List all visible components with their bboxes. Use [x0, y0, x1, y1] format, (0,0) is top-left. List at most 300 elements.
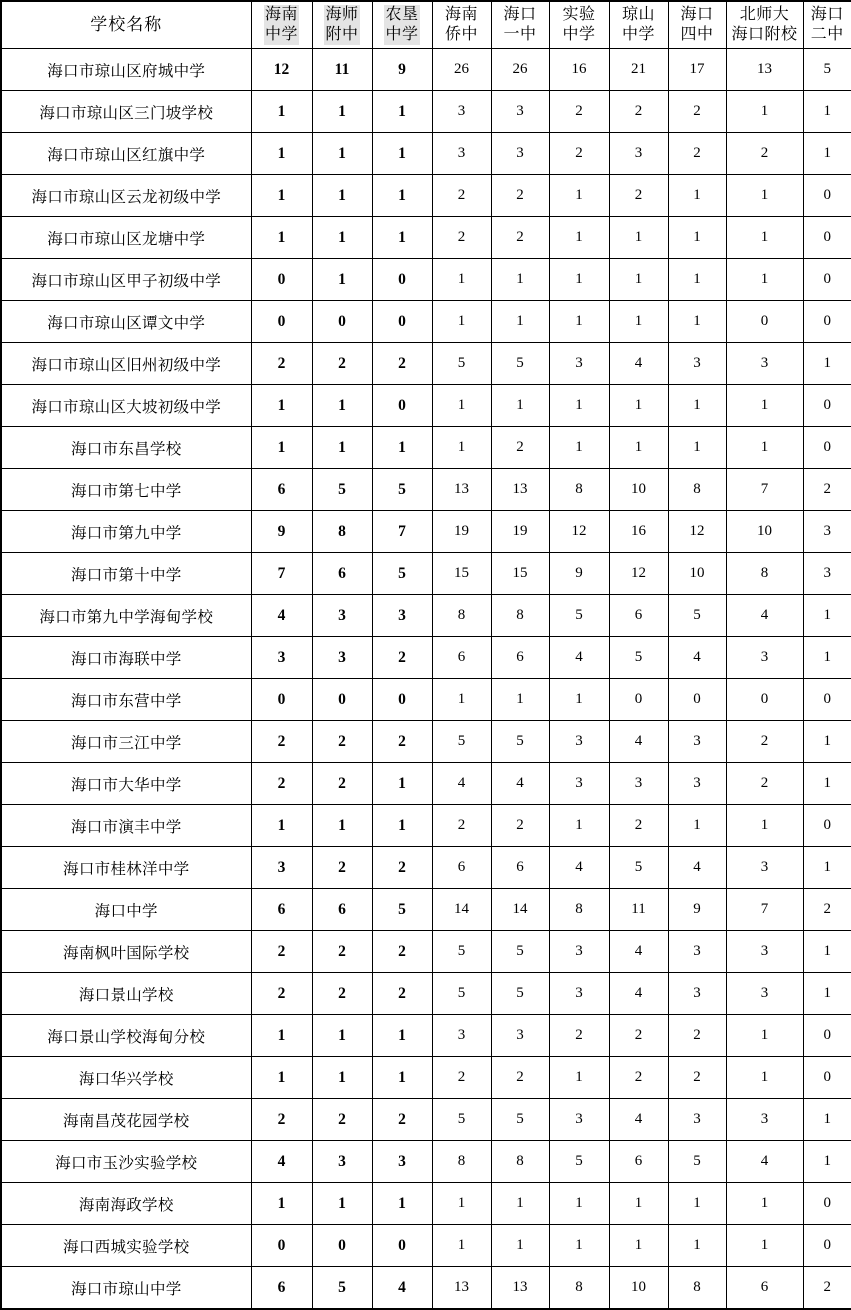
table-row — [1, 217, 851, 259]
value-cell: 7 — [251, 553, 312, 595]
value-cell: 2 — [312, 931, 372, 973]
value-cell: 13 — [432, 469, 491, 511]
value-cell: 19 — [491, 511, 549, 553]
value-cell: 3 — [549, 763, 609, 805]
value-cell: 5 — [491, 721, 549, 763]
value-cell: 8 — [491, 1141, 549, 1183]
value-cell: 0 — [312, 1225, 372, 1267]
value-cell: 0 — [803, 217, 851, 259]
table-row — [1, 973, 851, 1015]
value-cell: 4 — [609, 931, 668, 973]
value-cell: 1 — [251, 385, 312, 427]
value-cell: 14 — [491, 889, 549, 931]
value-cell: 2 — [668, 1015, 726, 1057]
value-cell: 6 — [251, 889, 312, 931]
table-row — [1, 1141, 851, 1183]
table-row — [1, 931, 851, 973]
table-row — [1, 847, 851, 889]
value-cell: 2 — [668, 91, 726, 133]
value-cell: 2 — [372, 931, 432, 973]
value-cell: 1 — [432, 1183, 491, 1225]
value-cell: 1 — [312, 259, 372, 301]
value-cell: 3 — [432, 1015, 491, 1057]
value-cell: 1 — [251, 1057, 312, 1099]
table-row — [1, 469, 851, 511]
value-cell: 6 — [609, 1141, 668, 1183]
value-cell: 2 — [251, 1099, 312, 1141]
table-row — [1, 637, 851, 679]
value-cell: 3 — [549, 1099, 609, 1141]
value-cell: 0 — [372, 301, 432, 343]
value-cell: 2 — [312, 847, 372, 889]
value-cell: 1 — [803, 595, 851, 637]
value-cell: 3 — [726, 931, 803, 973]
value-cell: 1 — [372, 175, 432, 217]
value-cell: 1 — [491, 679, 549, 721]
value-cell: 1 — [668, 1183, 726, 1225]
value-cell: 8 — [432, 1141, 491, 1183]
value-cell: 1 — [312, 133, 372, 175]
value-cell: 0 — [312, 679, 372, 721]
column-header-line2: 中学 — [264, 25, 299, 45]
value-cell: 1 — [372, 133, 432, 175]
value-cell: 3 — [668, 973, 726, 1015]
value-cell: 3 — [803, 511, 851, 553]
value-cell: 11 — [312, 49, 372, 91]
value-cell: 1 — [372, 217, 432, 259]
value-cell: 2 — [609, 1057, 668, 1099]
value-cell: 4 — [251, 1141, 312, 1183]
column-header-school-4 — [432, 1, 491, 49]
value-cell: 3 — [668, 343, 726, 385]
value-cell: 4 — [726, 595, 803, 637]
school-name-cell: 海口市琼山区云龙初级中学 — [1, 175, 251, 217]
school-name-cell: 海口市琼山区三门坡学校 — [1, 91, 251, 133]
value-cell: 6 — [432, 847, 491, 889]
table-row — [1, 763, 851, 805]
value-cell: 1 — [432, 301, 491, 343]
value-cell: 4 — [549, 637, 609, 679]
school-name-cell: 海南昌茂花园学校 — [1, 1099, 251, 1141]
value-cell: 2 — [312, 721, 372, 763]
value-cell: 1 — [668, 259, 726, 301]
school-name-cell: 海南枫叶国际学校 — [1, 931, 251, 973]
column-header-line1: 海口 — [492, 5, 549, 25]
column-header-line2-wrap — [373, 25, 432, 45]
table-row — [1, 91, 851, 133]
value-cell: 3 — [668, 1099, 726, 1141]
value-cell: 1 — [609, 259, 668, 301]
value-cell: 1 — [668, 427, 726, 469]
school-name-cell: 海口市琼山区府城中学 — [1, 49, 251, 91]
value-cell: 9 — [372, 49, 432, 91]
value-cell: 1 — [491, 259, 549, 301]
value-cell: 1 — [432, 1225, 491, 1267]
value-cell: 4 — [251, 595, 312, 637]
value-cell: 1 — [549, 1057, 609, 1099]
value-cell: 0 — [726, 301, 803, 343]
value-cell: 1 — [668, 175, 726, 217]
value-cell: 1 — [549, 385, 609, 427]
school-name-cell: 海口市第七中学 — [1, 469, 251, 511]
value-cell: 2 — [803, 889, 851, 931]
column-header-line1: 农垦 — [384, 5, 419, 25]
school-name-cell: 海口市琼山区红旗中学 — [1, 133, 251, 175]
value-cell: 4 — [609, 721, 668, 763]
value-cell: 0 — [668, 679, 726, 721]
column-header-line2: 一中 — [492, 25, 549, 45]
value-cell: 13 — [491, 1267, 549, 1310]
value-cell: 1 — [668, 217, 726, 259]
value-cell: 4 — [668, 847, 726, 889]
table-row — [1, 427, 851, 469]
value-cell: 9 — [668, 889, 726, 931]
table-row — [1, 343, 851, 385]
value-cell: 1 — [668, 805, 726, 847]
column-header-line2: 中学 — [384, 25, 419, 45]
value-cell: 1 — [668, 385, 726, 427]
value-cell: 1 — [726, 259, 803, 301]
value-cell: 2 — [372, 973, 432, 1015]
value-cell: 3 — [609, 763, 668, 805]
value-cell: 5 — [372, 469, 432, 511]
value-cell: 1 — [549, 259, 609, 301]
value-cell: 6 — [491, 637, 549, 679]
value-cell: 1 — [549, 217, 609, 259]
value-cell: 3 — [251, 847, 312, 889]
value-cell: 3 — [726, 973, 803, 1015]
value-cell: 5 — [432, 1099, 491, 1141]
column-header-line1-wrap — [252, 5, 312, 25]
value-cell: 5 — [372, 889, 432, 931]
value-cell: 2 — [803, 1267, 851, 1310]
value-cell: 2 — [251, 931, 312, 973]
table-row — [1, 1015, 851, 1057]
value-cell: 0 — [312, 301, 372, 343]
school-name-cell: 海口市第十中学 — [1, 553, 251, 595]
value-cell: 3 — [668, 763, 726, 805]
value-cell: 3 — [726, 637, 803, 679]
value-cell: 5 — [432, 973, 491, 1015]
value-cell: 2 — [491, 1057, 549, 1099]
table-row — [1, 49, 851, 91]
value-cell: 1 — [491, 1183, 549, 1225]
value-cell: 6 — [312, 889, 372, 931]
column-header-school-8 — [668, 1, 726, 49]
school-name-cell: 海口中学 — [1, 889, 251, 931]
value-cell: 3 — [668, 931, 726, 973]
value-cell: 1 — [803, 847, 851, 889]
value-cell: 1 — [726, 427, 803, 469]
value-cell: 1 — [803, 343, 851, 385]
value-cell: 1 — [251, 175, 312, 217]
value-cell: 3 — [726, 1099, 803, 1141]
value-cell: 1 — [432, 259, 491, 301]
column-header-line2-wrap — [252, 25, 312, 45]
value-cell: 6 — [432, 637, 491, 679]
value-cell: 3 — [491, 133, 549, 175]
column-header-school-6 — [549, 1, 609, 49]
value-cell: 5 — [432, 343, 491, 385]
value-cell: 4 — [609, 1099, 668, 1141]
value-cell: 8 — [668, 469, 726, 511]
value-cell: 6 — [726, 1267, 803, 1310]
value-cell: 19 — [432, 511, 491, 553]
value-cell: 5 — [668, 595, 726, 637]
value-cell: 3 — [372, 595, 432, 637]
school-name-cell: 海口市琼山区旧州初级中学 — [1, 343, 251, 385]
value-cell: 7 — [726, 469, 803, 511]
column-header-line2: 海口附校 — [727, 25, 803, 45]
value-cell: 1 — [609, 427, 668, 469]
value-cell: 1 — [609, 1183, 668, 1225]
table-row — [1, 553, 851, 595]
value-cell: 2 — [251, 343, 312, 385]
value-cell: 1 — [803, 721, 851, 763]
value-cell: 1 — [491, 1225, 549, 1267]
value-cell: 1 — [312, 1015, 372, 1057]
column-header-school-2 — [312, 1, 372, 49]
value-cell: 0 — [803, 805, 851, 847]
table-row — [1, 1267, 851, 1310]
value-cell: 0 — [609, 679, 668, 721]
value-cell: 0 — [372, 385, 432, 427]
value-cell: 5 — [312, 1267, 372, 1310]
value-cell: 2 — [372, 637, 432, 679]
value-cell: 2 — [803, 469, 851, 511]
table-row — [1, 1057, 851, 1099]
value-cell: 1 — [312, 1183, 372, 1225]
value-cell: 1 — [372, 805, 432, 847]
school-name-cell: 海口市琼山区大坡初级中学 — [1, 385, 251, 427]
value-cell: 2 — [312, 763, 372, 805]
value-cell: 1 — [312, 91, 372, 133]
value-cell: 1 — [803, 973, 851, 1015]
value-cell: 2 — [549, 133, 609, 175]
value-cell: 2 — [372, 343, 432, 385]
value-cell: 2 — [372, 721, 432, 763]
value-cell: 8 — [491, 595, 549, 637]
table-row — [1, 721, 851, 763]
value-cell: 3 — [251, 637, 312, 679]
value-cell: 2 — [609, 1015, 668, 1057]
value-cell: 0 — [372, 1225, 432, 1267]
value-cell: 2 — [432, 805, 491, 847]
value-cell: 1 — [312, 175, 372, 217]
value-cell: 1 — [803, 931, 851, 973]
value-cell: 12 — [668, 511, 726, 553]
value-cell: 1 — [491, 385, 549, 427]
value-cell: 0 — [803, 175, 851, 217]
value-cell: 1 — [803, 763, 851, 805]
table-row — [1, 385, 851, 427]
column-header-line1: 琼山 — [610, 5, 668, 25]
school-name-cell: 海口市大华中学 — [1, 763, 251, 805]
value-cell: 4 — [609, 343, 668, 385]
value-cell: 4 — [609, 973, 668, 1015]
value-cell: 8 — [668, 1267, 726, 1310]
value-cell: 1 — [372, 763, 432, 805]
value-cell: 2 — [432, 217, 491, 259]
value-cell: 8 — [549, 469, 609, 511]
value-cell: 0 — [803, 427, 851, 469]
value-cell: 1 — [549, 679, 609, 721]
school-name-cell: 海口市琼山区谭文中学 — [1, 301, 251, 343]
value-cell: 0 — [251, 259, 312, 301]
value-cell: 0 — [372, 259, 432, 301]
value-cell: 1 — [251, 805, 312, 847]
column-header-school-3 — [372, 1, 432, 49]
value-cell: 6 — [251, 469, 312, 511]
value-cell: 10 — [609, 469, 668, 511]
column-header-school-1 — [251, 1, 312, 49]
value-cell: 1 — [726, 1015, 803, 1057]
school-name-cell: 海口市东昌学校 — [1, 427, 251, 469]
value-cell: 9 — [549, 553, 609, 595]
column-header-line2: 四中 — [669, 25, 726, 45]
value-cell: 5 — [609, 637, 668, 679]
value-cell: 15 — [491, 553, 549, 595]
value-cell: 2 — [726, 763, 803, 805]
value-cell: 3 — [432, 91, 491, 133]
value-cell: 8 — [549, 1267, 609, 1310]
value-cell: 1 — [312, 217, 372, 259]
value-cell: 12 — [251, 49, 312, 91]
value-cell: 3 — [803, 553, 851, 595]
school-name-cell: 海口景山学校 — [1, 973, 251, 1015]
column-header-line1: 海南 — [264, 5, 299, 25]
school-name-cell: 海口市琼山区甲子初级中学 — [1, 259, 251, 301]
value-cell: 1 — [312, 385, 372, 427]
value-cell: 2 — [312, 343, 372, 385]
school-name-cell: 海口华兴学校 — [1, 1057, 251, 1099]
value-cell: 1 — [726, 1057, 803, 1099]
value-cell: 1 — [726, 805, 803, 847]
table-row — [1, 805, 851, 847]
value-cell: 12 — [609, 553, 668, 595]
value-cell: 10 — [609, 1267, 668, 1310]
value-cell: 1 — [432, 385, 491, 427]
value-cell: 5 — [491, 343, 549, 385]
column-header-line1: 海师 — [324, 5, 359, 25]
school-name-cell: 海口市东营中学 — [1, 679, 251, 721]
value-cell: 1 — [803, 133, 851, 175]
column-header-line1-wrap — [373, 5, 432, 25]
value-cell: 2 — [432, 1057, 491, 1099]
table-row — [1, 679, 851, 721]
value-cell: 5 — [549, 595, 609, 637]
column-header-line2: 二中 — [804, 25, 851, 45]
column-header-line1: 海口 — [669, 5, 726, 25]
value-cell: 3 — [668, 721, 726, 763]
school-name-cell: 海口市琼山中学 — [1, 1267, 251, 1310]
value-cell: 8 — [549, 889, 609, 931]
school-name-cell: 海南海政学校 — [1, 1183, 251, 1225]
value-cell: 6 — [312, 553, 372, 595]
value-cell: 10 — [668, 553, 726, 595]
value-cell: 1 — [251, 133, 312, 175]
value-cell: 2 — [609, 91, 668, 133]
column-header-line1: 实验 — [550, 5, 609, 25]
value-cell: 2 — [491, 175, 549, 217]
column-header-school-name: 学校名称 — [1, 1, 251, 49]
value-cell: 2 — [491, 217, 549, 259]
value-cell: 3 — [312, 595, 372, 637]
value-cell: 3 — [726, 847, 803, 889]
value-cell: 4 — [668, 637, 726, 679]
table-row — [1, 1183, 851, 1225]
table-row — [1, 595, 851, 637]
value-cell: 5 — [312, 469, 372, 511]
value-cell: 1 — [372, 1183, 432, 1225]
value-cell: 1 — [668, 1225, 726, 1267]
value-cell: 3 — [312, 1141, 372, 1183]
value-cell: 0 — [372, 679, 432, 721]
header-row — [1, 1, 851, 49]
value-cell: 1 — [312, 1057, 372, 1099]
school-name-cell: 海口市玉沙实验学校 — [1, 1141, 251, 1183]
table-row — [1, 889, 851, 931]
value-cell: 2 — [312, 1099, 372, 1141]
value-cell: 5 — [432, 721, 491, 763]
value-cell: 2 — [312, 973, 372, 1015]
value-cell: 1 — [668, 301, 726, 343]
value-cell: 1 — [726, 91, 803, 133]
value-cell: 1 — [251, 1015, 312, 1057]
value-cell: 5 — [803, 49, 851, 91]
value-cell: 2 — [251, 721, 312, 763]
value-cell: 8 — [726, 553, 803, 595]
value-cell: 5 — [491, 1099, 549, 1141]
value-cell: 16 — [549, 49, 609, 91]
value-cell: 11 — [609, 889, 668, 931]
value-cell: 1 — [251, 91, 312, 133]
column-header-line2-wrap — [313, 25, 372, 45]
value-cell: 12 — [549, 511, 609, 553]
value-cell: 1 — [432, 427, 491, 469]
school-name-cell: 海口市三江中学 — [1, 721, 251, 763]
school-name-cell: 海口市琼山区龙塘中学 — [1, 217, 251, 259]
value-cell: 1 — [803, 637, 851, 679]
value-cell: 3 — [549, 343, 609, 385]
value-cell: 3 — [432, 133, 491, 175]
value-cell: 4 — [726, 1141, 803, 1183]
column-header-school-7 — [609, 1, 668, 49]
value-cell: 2 — [372, 847, 432, 889]
value-cell: 2 — [372, 1099, 432, 1141]
school-name-cell: 海口市第九中学海甸学校 — [1, 595, 251, 637]
value-cell: 1 — [803, 1141, 851, 1183]
value-cell: 1 — [312, 427, 372, 469]
value-cell: 0 — [726, 679, 803, 721]
value-cell: 2 — [251, 763, 312, 805]
table-body — [1, 49, 851, 1310]
value-cell: 4 — [432, 763, 491, 805]
column-header-school-5 — [491, 1, 549, 49]
value-cell: 4 — [372, 1267, 432, 1310]
value-cell: 10 — [726, 511, 803, 553]
value-cell: 7 — [372, 511, 432, 553]
value-cell: 1 — [312, 805, 372, 847]
value-cell: 1 — [372, 427, 432, 469]
value-cell: 0 — [251, 301, 312, 343]
table-row — [1, 1099, 851, 1141]
value-cell: 1 — [803, 1099, 851, 1141]
table-row — [1, 301, 851, 343]
value-cell: 1 — [549, 427, 609, 469]
value-cell: 2 — [726, 133, 803, 175]
value-cell: 1 — [549, 1225, 609, 1267]
